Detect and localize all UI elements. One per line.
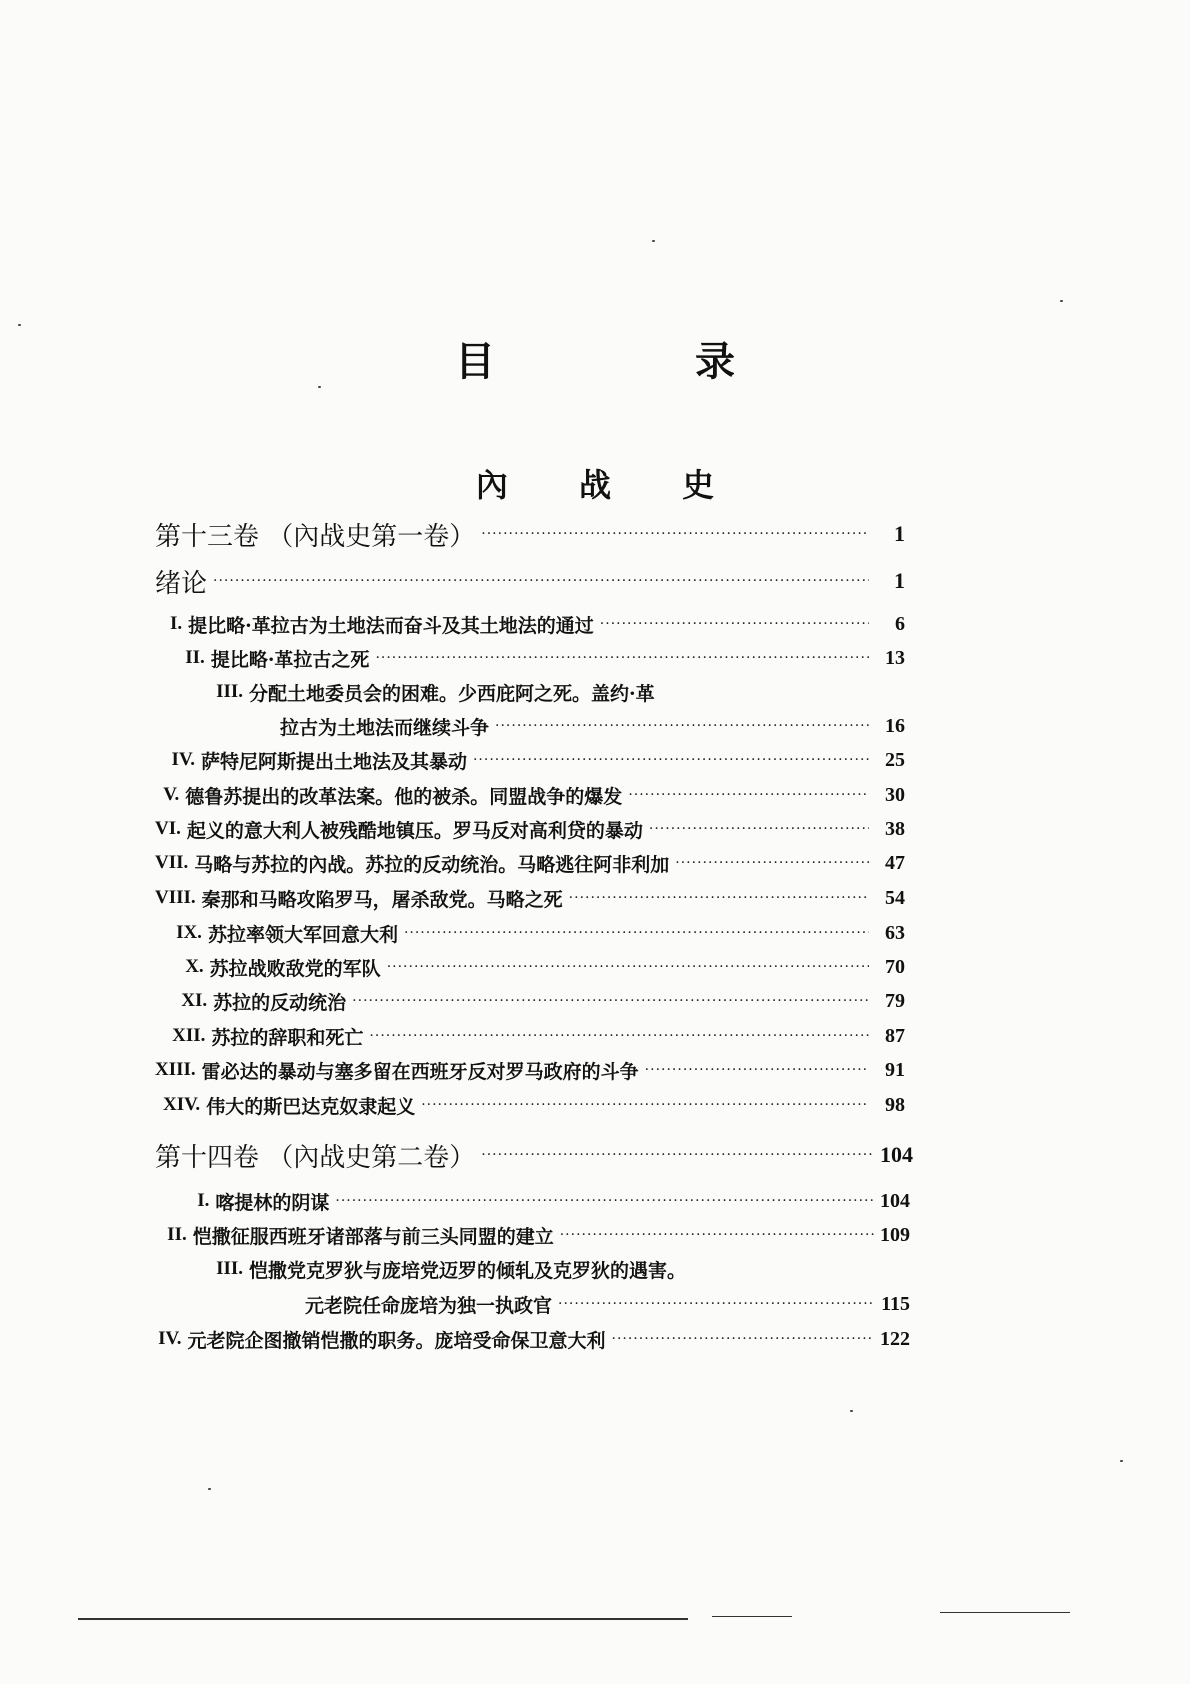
toc-page-number: 122 xyxy=(880,1327,910,1350)
toc-page-number: 87 xyxy=(885,1024,905,1047)
chapter-numeral: XII. xyxy=(172,1025,206,1046)
toc-leader-dots xyxy=(628,788,869,802)
chapter-numeral: III. xyxy=(216,1258,243,1279)
chapter-title: 伟大的斯巴达克奴隶起义 xyxy=(206,1095,416,1118)
scan-speck xyxy=(1120,1460,1123,1462)
toc-leader-dots xyxy=(558,1297,874,1311)
chapter-numeral: VI. xyxy=(155,818,181,839)
toc-page-number: 115 xyxy=(881,1292,910,1315)
toc-chapter xyxy=(155,918,905,948)
toc-page-number: 79 xyxy=(885,989,905,1012)
toc-page-number: 47 xyxy=(885,851,905,874)
footer-rule xyxy=(78,1618,688,1620)
toc-chapter xyxy=(155,848,905,878)
toc-leader-dots xyxy=(560,1228,874,1242)
chapter-title: 苏拉战败敌党的军队 xyxy=(209,957,381,980)
toc-chapter xyxy=(155,780,905,810)
chapter-title: 苏拉的反动统治 xyxy=(213,991,347,1014)
scan-speck xyxy=(208,1488,211,1490)
chapter-numeral: X. xyxy=(185,956,204,977)
chapter-numeral: I. xyxy=(170,613,183,634)
chapter-numeral: I. xyxy=(197,1190,210,1211)
toc-leader-dots xyxy=(369,1029,869,1043)
chapter-numeral: VII. xyxy=(155,852,189,873)
toc-chapter xyxy=(155,986,905,1016)
chapter-title: 苏拉的辞职和死亡 xyxy=(211,1026,364,1049)
toc-chapter xyxy=(155,814,905,844)
toc-page-number: 104 xyxy=(880,1142,913,1167)
chapter-numeral: XIV. xyxy=(163,1094,201,1115)
toc-page-number: 6 xyxy=(895,612,905,635)
toc-page-number: 109 xyxy=(880,1223,910,1246)
chapter-title: 喀提林的阴谋 xyxy=(215,1191,330,1214)
toc-leader-dots xyxy=(481,1148,874,1162)
toc-chapter xyxy=(155,1186,910,1216)
footer-rule xyxy=(940,1612,1070,1613)
chapter-title: 恺撒党克罗狄与庞培党迈罗的倾轧及克罗狄的遇害。 xyxy=(249,1259,687,1282)
chapter-numeral: V. xyxy=(163,784,180,805)
toc-page-number: 38 xyxy=(885,817,905,840)
toc-page-number: 63 xyxy=(885,921,905,944)
toc-chapter xyxy=(155,1055,905,1085)
toc-leader-dots xyxy=(404,926,869,940)
toc-leader-dots xyxy=(213,574,869,588)
toc-chapter xyxy=(155,609,905,639)
chapter-numeral: XI. xyxy=(181,990,208,1011)
toc-leader-dots xyxy=(675,856,869,870)
chapter-title: 秦那和马略攻陷罗马，屠杀敌党。马略之死 xyxy=(201,888,563,911)
chapter-title: 雷必达的暴动与塞多留在西班牙反对罗马政府的斗争 xyxy=(201,1060,639,1083)
chapter-numeral: II. xyxy=(167,1224,187,1245)
toc-page-number: 16 xyxy=(885,714,905,737)
chapter-title: 马略与苏拉的內战。苏拉的反动统治。马略逃往阿非利加 xyxy=(194,853,670,876)
toc-leader-dots xyxy=(387,960,869,974)
toc-book-label: 第十四卷 （內战史第二卷） xyxy=(155,1142,476,1173)
chapter-title: 元老院企图撤销恺撒的职务。庞培受命保卫意大利 xyxy=(187,1329,606,1352)
chapter-title: 德鲁苏提出的改革法案。他的被杀。同盟战争的爆发 xyxy=(185,785,623,808)
toc-chapter xyxy=(155,952,905,982)
page-title: 目 录 xyxy=(455,338,815,385)
chapter-title: 苏拉率领大军回意大利 xyxy=(207,923,398,946)
scan-speck xyxy=(1060,300,1063,302)
chapter-numeral: III. xyxy=(216,681,243,702)
toc-chapter xyxy=(155,883,905,913)
chapter-title-continued: 元老院任命庞培为独一执政官 xyxy=(305,1294,553,1317)
toc-leader-dots xyxy=(495,719,869,733)
chapter-title: 分配土地委员会的困难。少西庇阿之死。盖约·革 xyxy=(249,682,655,705)
toc-chapter xyxy=(155,1254,910,1284)
toc-chapter xyxy=(155,1021,905,1051)
toc-leader-dots xyxy=(645,1063,869,1077)
toc-page-number: 1 xyxy=(894,568,905,593)
toc-chapter xyxy=(155,1324,910,1354)
toc-page-number: 54 xyxy=(885,886,905,909)
section-title: 內 战 史 xyxy=(475,466,745,504)
toc-book-label: 第十三卷 （內战史第一卷） xyxy=(155,521,476,552)
toc-chapter xyxy=(155,1090,905,1120)
toc-leader-dots xyxy=(569,891,869,905)
toc-book-13 xyxy=(155,519,905,552)
scan-speck xyxy=(850,1410,853,1412)
toc-leader-dots xyxy=(649,822,869,836)
chapter-numeral: II. xyxy=(185,647,205,668)
toc-page-number: 91 xyxy=(885,1058,905,1081)
scan-speck xyxy=(18,324,21,326)
toc-chapter-continuation xyxy=(305,1289,910,1319)
toc-page-number: 13 xyxy=(885,646,905,669)
toc-chapter xyxy=(155,1220,910,1250)
toc-page-number: 1 xyxy=(894,521,905,546)
chapter-title: 提比略·革拉古为土地法而奋斗及其土地法的通过 xyxy=(188,614,594,637)
toc-page-number: 70 xyxy=(885,955,905,978)
toc-page-number: 98 xyxy=(885,1093,905,1116)
chapter-title-continued: 拉古为土地法而继续斗争 xyxy=(280,716,490,739)
toc-leader-dots xyxy=(612,1332,875,1346)
chapter-title: 萨特尼阿斯提出土地法及其暴动 xyxy=(200,750,467,773)
scan-speck xyxy=(652,240,655,242)
toc-page-number: 30 xyxy=(885,783,905,806)
scan-speck xyxy=(318,386,321,388)
toc-leader-dots xyxy=(473,753,869,767)
toc-page-number: 25 xyxy=(885,748,905,771)
toc-chapter-continuation xyxy=(280,711,905,741)
toc-leader-dots xyxy=(335,1194,874,1208)
toc-page-number: 104 xyxy=(880,1189,910,1212)
toc-introduction xyxy=(155,566,905,599)
toc-leader-dots xyxy=(481,527,869,541)
chapter-numeral: IX. xyxy=(176,922,202,943)
footer-rule xyxy=(712,1616,792,1617)
toc-chapter xyxy=(155,643,905,673)
chapter-title: 恺撒征服西班牙诸部落与前三头同盟的建立 xyxy=(192,1225,554,1248)
chapter-numeral: XIII. xyxy=(155,1059,196,1080)
toc-intro-label: 绪论 xyxy=(155,568,208,599)
toc-chapter xyxy=(155,745,905,775)
toc-leader-dots xyxy=(600,617,869,631)
toc-book-14 xyxy=(155,1140,913,1173)
toc-chapter xyxy=(155,677,905,707)
toc-leader-dots xyxy=(375,651,869,665)
chapter-numeral: VIII. xyxy=(155,887,196,908)
chapter-numeral: IV. xyxy=(158,1328,182,1349)
chapter-title: 起义的意大利人被残酷地镇压。罗马反对高利贷的暴动 xyxy=(186,819,643,842)
chapter-title: 提比略·革拉古之死 xyxy=(210,648,370,671)
toc-leader-dots xyxy=(352,994,869,1008)
chapter-numeral: IV. xyxy=(171,749,195,770)
toc-leader-dots xyxy=(421,1098,869,1112)
